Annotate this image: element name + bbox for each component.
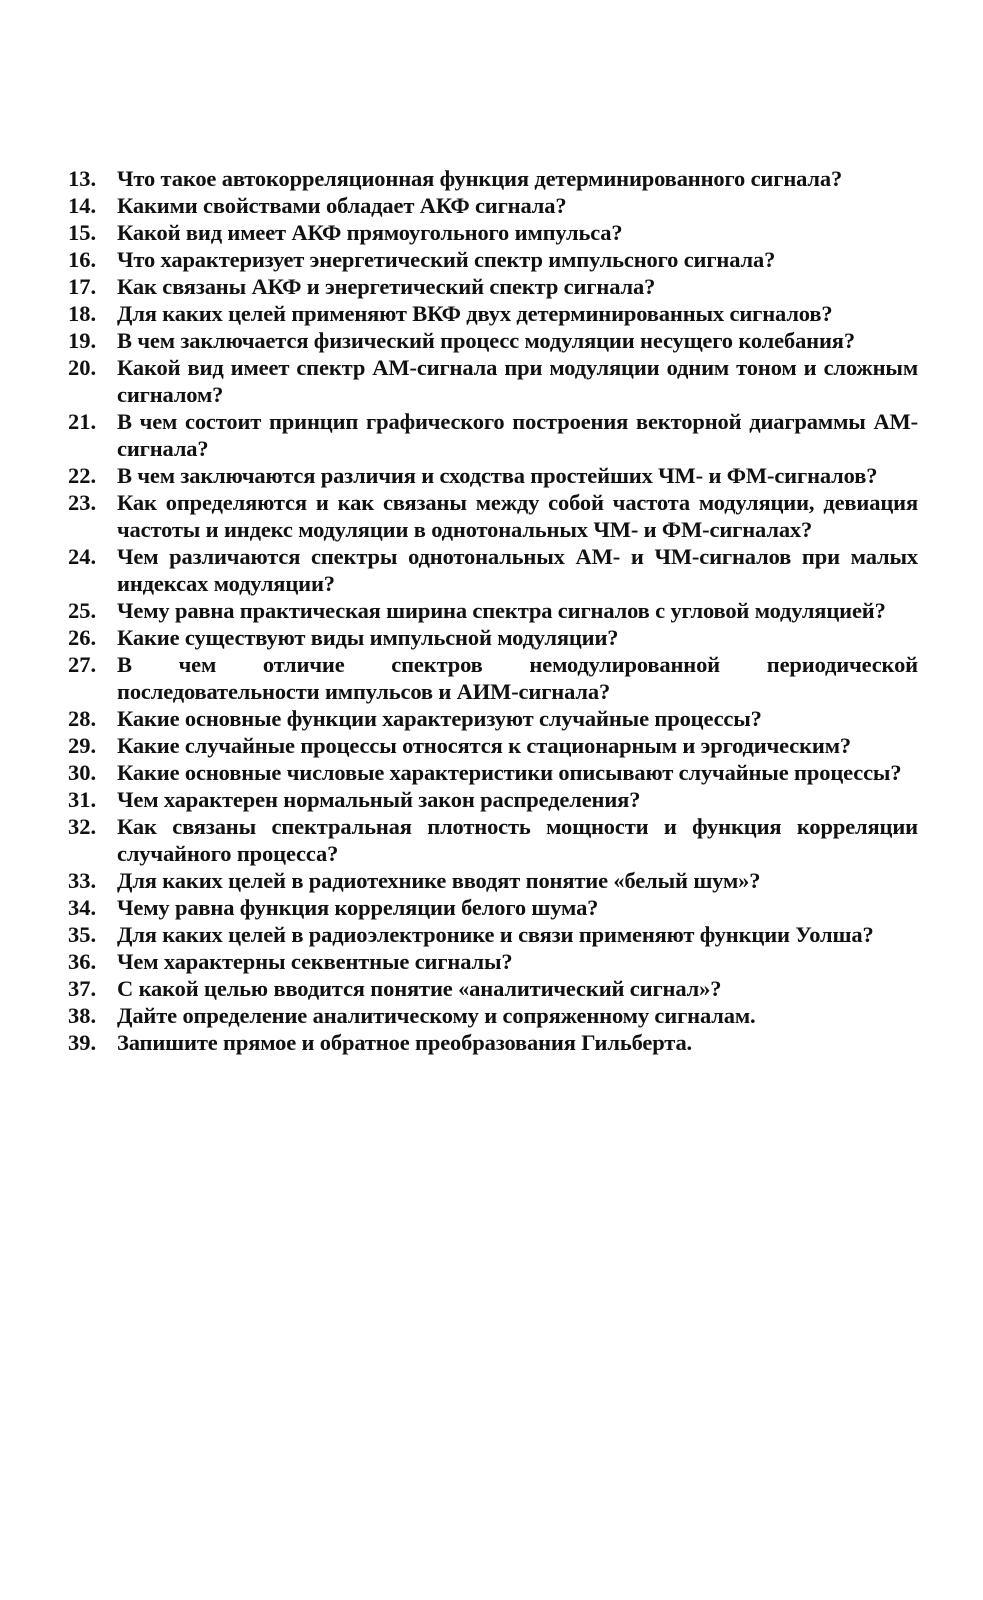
question-text: Какие случайные процессы относятся к стационарным и эргодическим?: [117, 733, 851, 758]
list-item: [68, 462, 918, 489]
question-number: 28.: [68, 706, 97, 731]
question-number: 20.: [68, 355, 97, 380]
list-item: [68, 813, 918, 867]
question-text: С какой целью вводится понятие «аналитический сигнал»?: [117, 976, 722, 1001]
list-item: [68, 246, 918, 273]
question-number: 16.: [68, 247, 97, 272]
question-text: В чем отличие спектров немодулированной периодической последовательности импульсов и АИМ-сигнала?: [117, 652, 918, 704]
list-item: [68, 1002, 918, 1029]
question-number: 39.: [68, 1030, 97, 1055]
question-number: 30.: [68, 760, 97, 785]
question-number: 35.: [68, 922, 97, 947]
question-number: 14.: [68, 193, 97, 218]
list-item: [68, 597, 918, 624]
question-number: 25.: [68, 598, 97, 623]
question-text: Чему равна практическая ширина спектра сигналов с угловой модуляцией?: [117, 598, 886, 623]
question-number: 29.: [68, 733, 97, 758]
list-item: [68, 354, 918, 408]
question-text: Для каких целей в радиотехнике вводят понятие «белый шум»?: [117, 868, 761, 893]
question-number: 26.: [68, 625, 97, 650]
question-number: 18.: [68, 301, 97, 326]
list-item: [68, 1029, 918, 1056]
question-text: Какими свойствами обладает АКФ сигнала?: [117, 193, 567, 218]
list-item: [68, 867, 918, 894]
question-number: 15.: [68, 220, 97, 245]
question-number: 22.: [68, 463, 97, 488]
question-list: [68, 165, 918, 1056]
question-text: Чему равна функция корреляции белого шума?: [117, 895, 599, 920]
list-item: [68, 651, 918, 705]
question-number: 23.: [68, 490, 97, 515]
question-number: 37.: [68, 976, 97, 1001]
question-text: Для каких целей в радиоэлектронике и связи применяют функции Уолша?: [117, 922, 874, 947]
list-item: [68, 300, 918, 327]
list-item: [68, 705, 918, 732]
list-item: [68, 165, 918, 192]
question-text: Как связаны АКФ и энергетический спектр сигнала?: [117, 274, 656, 299]
question-text: Как связаны спектральная плотность мощности и функция корреляции случайного процесса?: [117, 814, 918, 866]
list-item: [68, 732, 918, 759]
question-number: 24.: [68, 544, 97, 569]
question-text: Какие основные функции характеризуют случайные процессы?: [117, 706, 762, 731]
question-text: В чем заключается физический процесс модуляции несущего колебания?: [117, 328, 855, 353]
question-text: Что характеризует энергетический спектр импульсного сигнала?: [117, 247, 776, 272]
list-item: [68, 921, 918, 948]
question-text: Запишите прямое и обратное преобразования Гильберта.: [117, 1030, 693, 1055]
question-text: Дайте определение аналитическому и сопряженному сигналам.: [117, 1003, 756, 1028]
question-number: 31.: [68, 787, 97, 812]
list-item: [68, 327, 918, 354]
list-item: [68, 273, 918, 300]
question-text: Что такое автокорреляционная функция детерминированного сигнала?: [117, 166, 843, 191]
list-item: [68, 894, 918, 921]
list-item: [68, 786, 918, 813]
question-text: В чем состоит принцип графического построения векторной диаграммы АМ-сигнала?: [117, 409, 918, 461]
question-number: 33.: [68, 868, 97, 893]
question-text: Какие основные числовые характеристики описывают случайные процессы?: [117, 760, 902, 785]
question-text: Какие существуют виды импульсной модуляции?: [117, 625, 619, 650]
list-item: [68, 543, 918, 597]
question-number: 19.: [68, 328, 97, 353]
list-item: [68, 624, 918, 651]
question-number: 34.: [68, 895, 97, 920]
question-text: Чем характерен нормальный закон распределения?: [117, 787, 641, 812]
list-item: [68, 948, 918, 975]
question-text: Для каких целей применяют ВКФ двух детерминированных сигналов?: [117, 301, 833, 326]
question-number: 27.: [68, 652, 97, 677]
list-item: [68, 219, 918, 246]
question-number: 38.: [68, 1003, 97, 1028]
question-text: Как определяются и как связаны между собой частота модуляции, девиация частоты и индекс модуляции в однотональных ЧМ- и ФМ-сигналах?: [117, 490, 918, 542]
question-number: 13.: [68, 166, 97, 191]
question-text: Какой вид имеет АКФ прямоугольного импульса?: [117, 220, 623, 245]
question-number: 36.: [68, 949, 97, 974]
question-number: 32.: [68, 814, 97, 839]
list-item: [68, 975, 918, 1002]
list-item: [68, 408, 918, 462]
question-text: В чем заключаются различия и сходства простейших ЧМ- и ФМ-сигналов?: [117, 463, 878, 488]
question-text: Чем характерны секвентные сигналы?: [117, 949, 513, 974]
list-item: [68, 489, 918, 543]
question-text: Чем различаются спектры однотональных АМ- и ЧМ-сигналов при малых индексах модуляции?: [117, 544, 918, 596]
question-text: Какой вид имеет спектр АМ-сигнала при модуляции одним тоном и сложным сигналом?: [117, 355, 918, 407]
question-number: 17.: [68, 274, 97, 299]
list-item: [68, 759, 918, 786]
question-number: 21.: [68, 409, 97, 434]
list-item: [68, 192, 918, 219]
